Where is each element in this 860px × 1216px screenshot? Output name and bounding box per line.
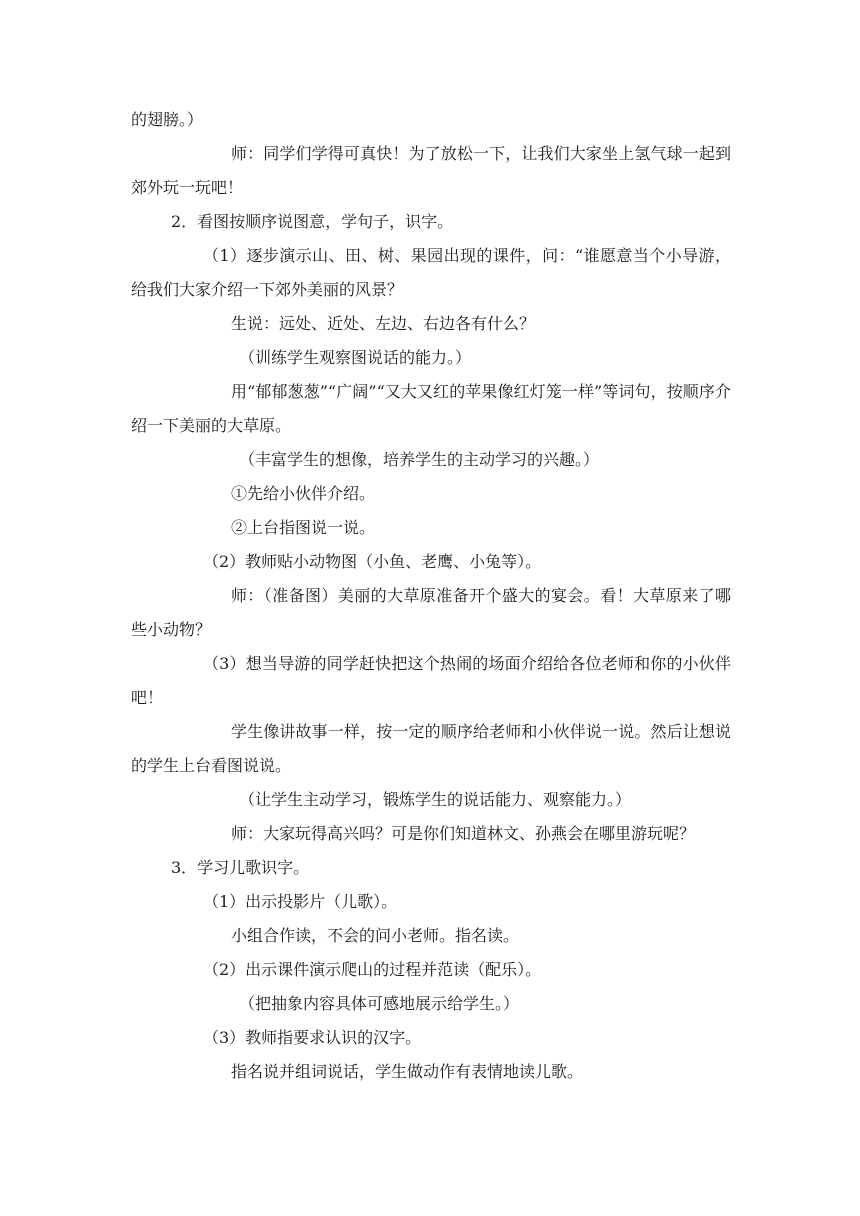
paragraph: ②上台指图说一说。: [231, 518, 376, 537]
paragraph: （3）教师指要求认识的汉字。: [203, 1028, 422, 1047]
paragraph: 3．学习儿歌识字。: [171, 858, 310, 877]
paragraph: 小组合作读，不会的问小老师。指名读。: [231, 926, 520, 945]
paragraph: （丰富学生的想像，培养学生的主动学习的兴趣。）: [239, 450, 600, 469]
paragraph: （2）教师贴小动物图（小鱼、老鹰、小兔等）。: [203, 552, 542, 571]
paragraph: 师：同学们学得可真快！为了放松一下，让我们大家坐上氢气球一起到郊外玩一玩吧！: [131, 144, 731, 197]
paragraph: （1）出示投影片（儿歌）。: [203, 892, 398, 911]
paragraph: （1）逐步演示山、田、树、果园出现的课件，问：“谁愿意当个小导游，给我们大家介绍一下郊外美丽的风景？: [131, 246, 731, 299]
paragraph: （3）想当导游的同学赶快把这个热闹的场面介绍给各位老师和你的小伙伴吧！: [131, 654, 731, 707]
paragraph: 用“郁郁葱葱”“广阔”“又大又红的苹果像红灯笼一样”等词句，按顺序介绍一下美丽的大草原。: [131, 382, 731, 435]
paragraph: （2）出示课件演示爬山的过程并范读（配乐）。: [203, 960, 542, 979]
paragraph: ①先给小伙伴介绍。: [231, 484, 376, 503]
paragraph: 学生像讲故事一样，按一定的顺序给老师和小伙伴说一说。然后让想说的学生上台看图说说。: [131, 722, 731, 775]
paragraph: 师：（准备图）美丽的大草原准备开个盛大的宴会。看！大草原来了哪些小动物？: [131, 586, 731, 639]
paragraph: 生说：远处、近处、左边、右边各有什么？: [231, 314, 536, 333]
paragraph: 的翅膀。）: [131, 110, 204, 129]
paragraph: 2．看图按顺序说图意，学句子，识字。: [171, 212, 454, 231]
paragraph: （把抽象内容具体可感地展示给学生。）: [239, 994, 520, 1013]
paragraph: 师：大家玩得高兴吗？可是你们知道林文、孙燕会在哪里游玩呢？: [231, 824, 696, 843]
paragraph: （训练学生观察图说话的能力。）: [239, 348, 472, 367]
paragraph: （让学生主动学习，锻炼学生的说话能力、观察能力。）: [239, 790, 632, 809]
paragraph: 指名说并组词说话，学生做动作有表情地读儿歌。: [231, 1062, 584, 1081]
